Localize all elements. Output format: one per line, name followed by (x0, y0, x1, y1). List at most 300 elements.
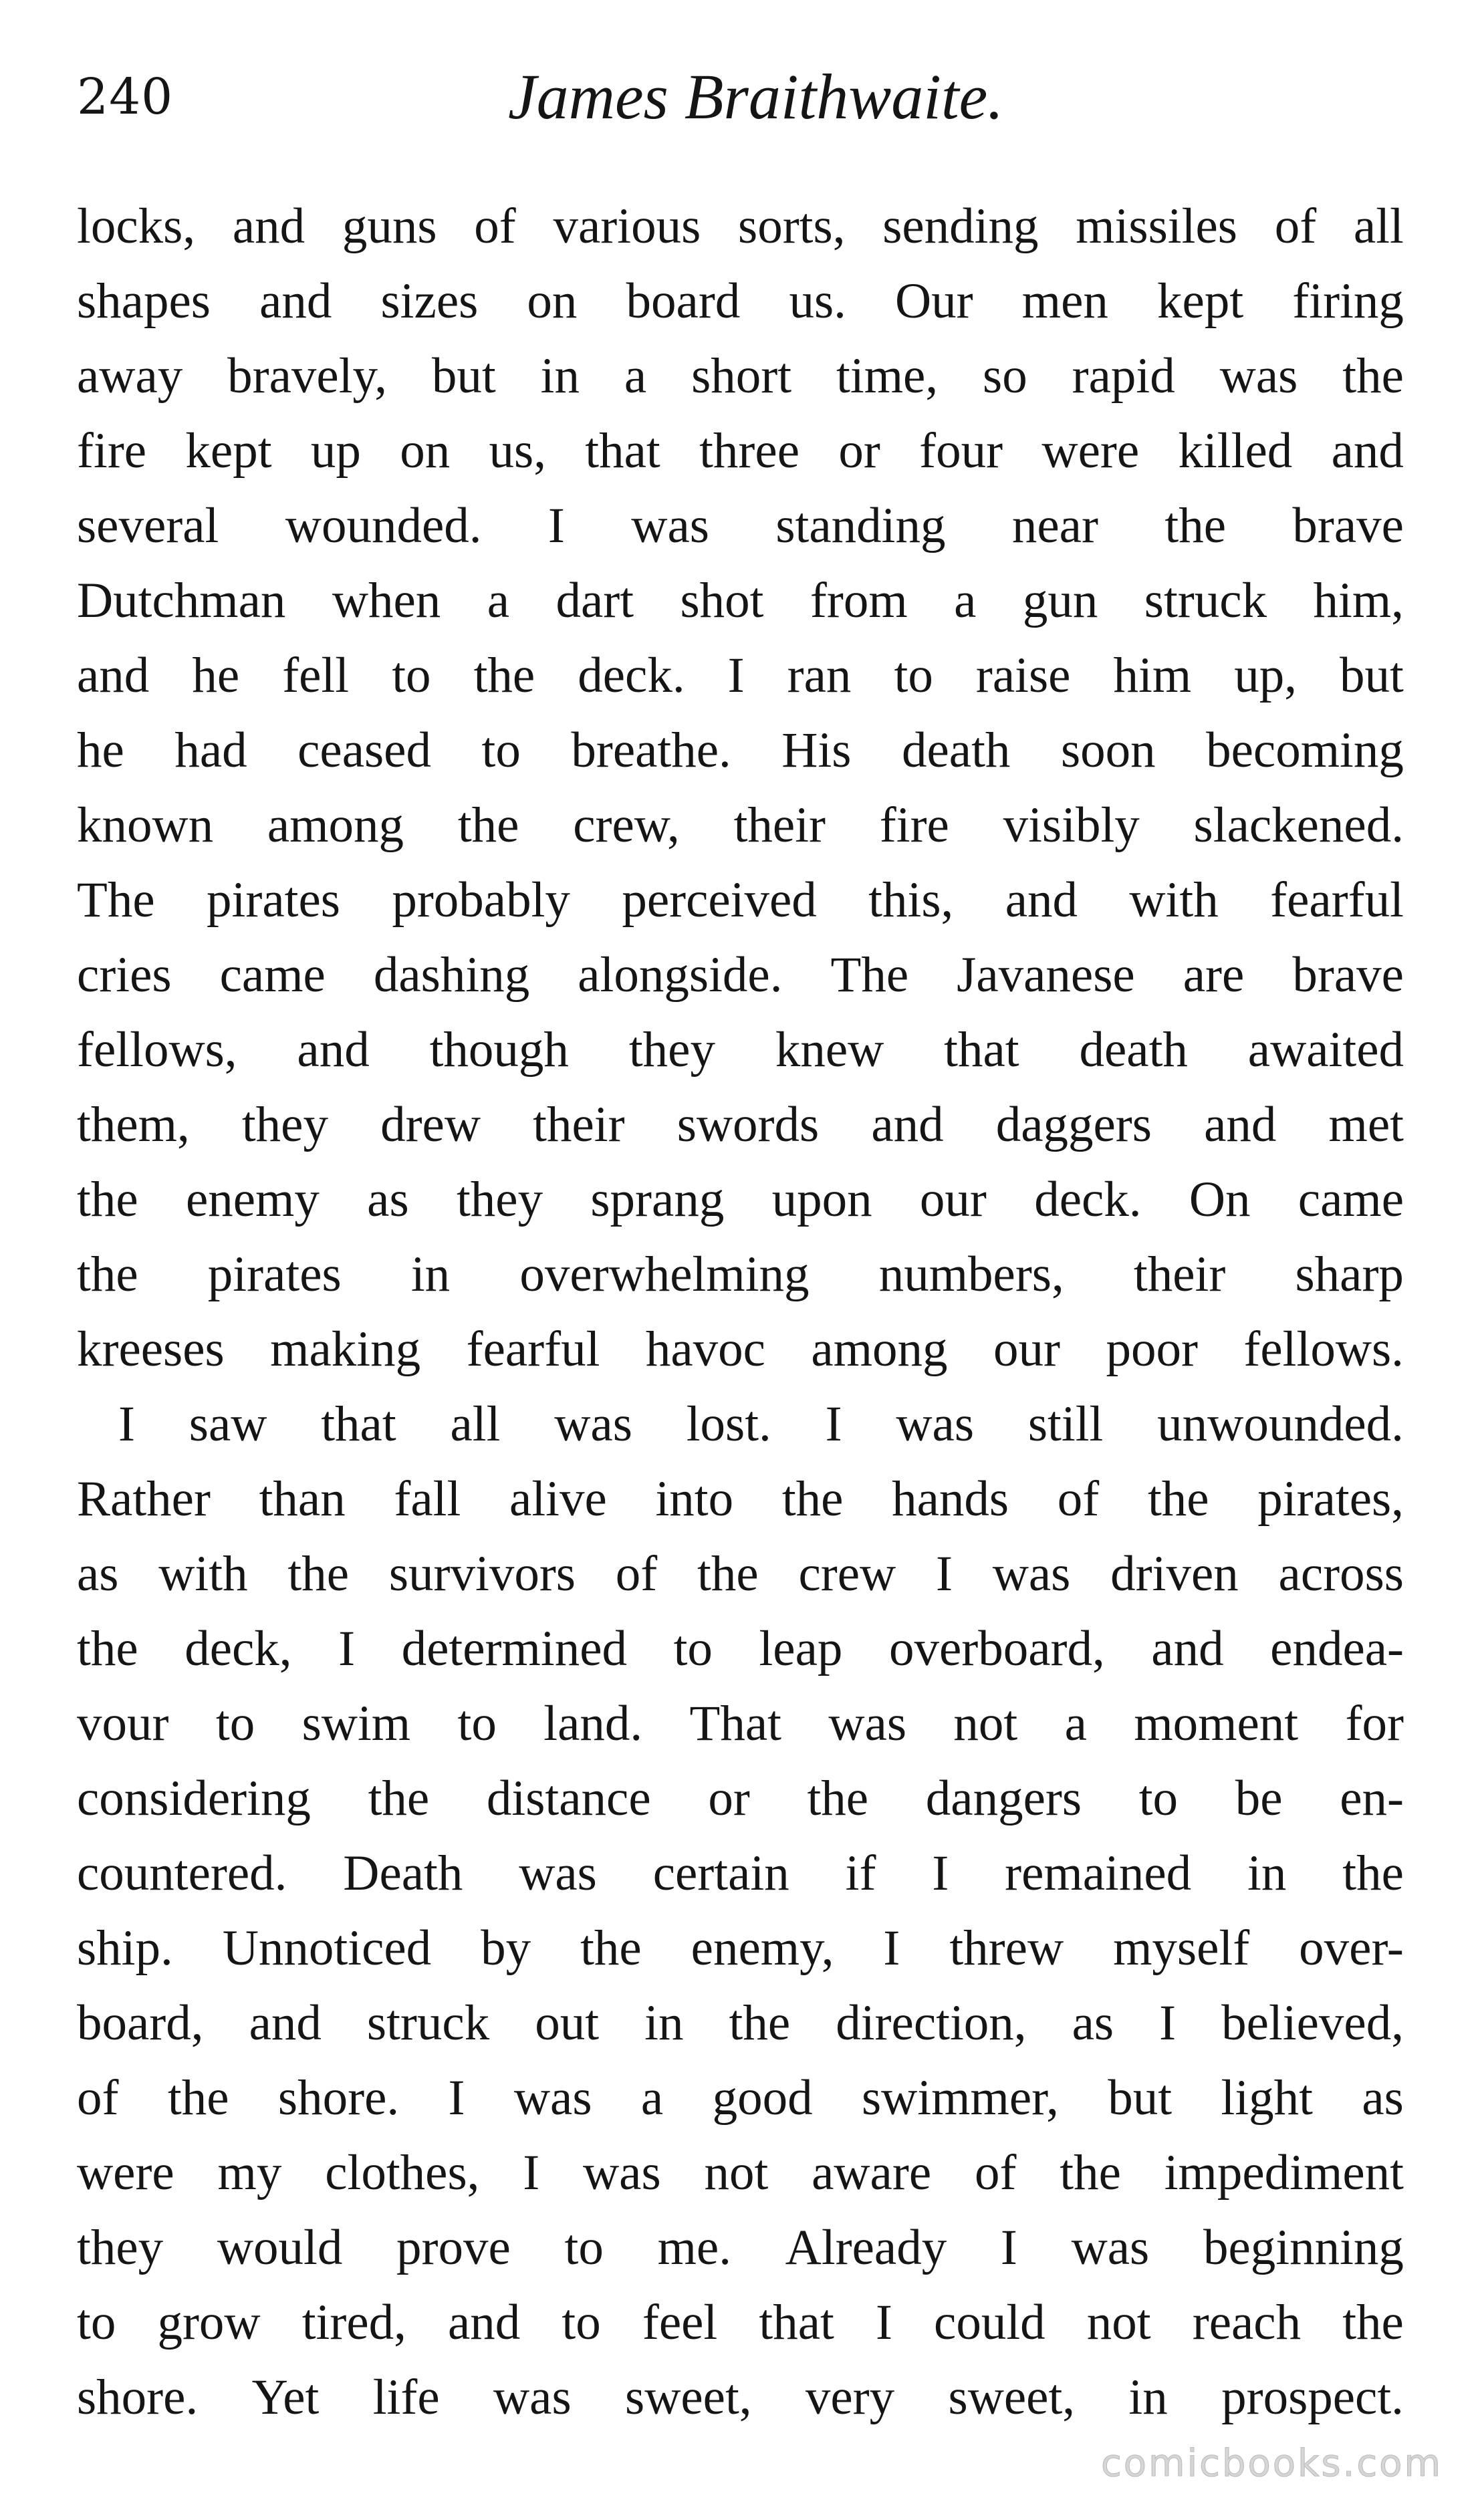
word: a (487, 573, 510, 628)
word: sweet, (625, 2370, 752, 2425)
word: bravely, (227, 348, 387, 404)
word: not (1086, 2295, 1151, 2350)
word: not (704, 2145, 769, 2200)
word: dashing (373, 947, 530, 1003)
text-line (77, 1761, 1404, 1836)
word: poor (1106, 1321, 1198, 1377)
word: overwhelming (519, 1247, 810, 1302)
word: if (845, 1846, 876, 1901)
word: firing (1292, 273, 1404, 329)
word: shapes (77, 273, 211, 329)
word: struck (366, 1995, 490, 2051)
word: to (562, 2295, 601, 2350)
word: as (1362, 2070, 1404, 2126)
word: pirates, (1257, 1471, 1404, 1527)
word: are (1183, 947, 1245, 1003)
word: Yet (251, 2370, 320, 2425)
text-line (77, 1013, 1404, 1088)
word: several (77, 498, 219, 553)
text-line (77, 638, 1404, 713)
word: with (158, 1546, 248, 1602)
text-line (77, 1387, 1404, 1462)
word: men (1021, 273, 1108, 329)
word: certain (652, 1846, 789, 1901)
word: could (934, 2295, 1046, 2350)
word: prospect. (1221, 2370, 1404, 2425)
word: Our (895, 273, 973, 329)
word: by (481, 1920, 531, 1976)
word: that (944, 1022, 1019, 1078)
word: fire (879, 797, 949, 853)
word: and (259, 273, 332, 329)
word: grow (157, 2295, 261, 2350)
word: but (1340, 648, 1404, 703)
word: fellows, (77, 1022, 237, 1078)
word: fall (394, 1471, 461, 1527)
word: to (457, 1696, 497, 1751)
word: was (513, 2070, 592, 2126)
word: in (540, 348, 580, 404)
word: I (547, 498, 565, 553)
word: though (429, 1022, 569, 1078)
word: and (1151, 1621, 1224, 1676)
word: the (697, 1546, 759, 1602)
word: the (729, 1995, 791, 2051)
word: That (689, 1696, 781, 1751)
word: the (807, 1771, 869, 1826)
word: and (297, 1022, 370, 1078)
text-line (77, 1237, 1404, 1312)
word: he (192, 648, 240, 703)
page-number: 240 (77, 68, 174, 126)
word: of (1274, 199, 1317, 254)
text-line (77, 863, 1404, 938)
word: The (77, 872, 155, 928)
word: near (1011, 498, 1098, 553)
word: I (338, 1621, 356, 1676)
word: killed (1178, 423, 1293, 479)
word: up (310, 423, 361, 479)
word: moment (1134, 1696, 1299, 1751)
word: him, (1313, 573, 1404, 628)
word: from (810, 573, 908, 628)
word: unwounded. (1157, 1396, 1404, 1452)
word: missiles (1076, 199, 1237, 254)
word: but (1108, 2070, 1173, 2126)
word: board (626, 273, 741, 329)
word: met (1328, 1097, 1404, 1152)
word: across (1278, 1546, 1404, 1602)
word: were (77, 2145, 174, 2200)
word: various (553, 199, 701, 254)
word: upon (771, 1172, 872, 1227)
word: shot (680, 573, 764, 628)
word: Already (785, 2220, 947, 2275)
word: fearful (1270, 872, 1404, 928)
word: fearful (466, 1321, 600, 1377)
word: Dutchman (77, 573, 286, 628)
word: a (624, 348, 647, 404)
word: kept (185, 423, 272, 479)
word: that (321, 1396, 396, 1452)
word: good (712, 2070, 813, 2126)
word: I (932, 1846, 949, 1901)
word: I (118, 1396, 135, 1452)
word: pirates (207, 1247, 342, 1302)
word: visibly (1003, 797, 1140, 853)
word: feel (642, 2295, 718, 2350)
word: they (77, 2220, 164, 2275)
word: my (217, 2145, 282, 2200)
word: believed, (1221, 1995, 1404, 2051)
word: ceased (297, 723, 431, 778)
word: crew (798, 1546, 896, 1602)
word: our (919, 1172, 987, 1227)
word: to (215, 1696, 255, 1751)
word: sprang (590, 1172, 725, 1227)
word: soon (1060, 723, 1156, 778)
word: struck (1144, 573, 1267, 628)
word: their (733, 797, 826, 853)
word: On (1189, 1172, 1251, 1227)
word: overboard, (888, 1621, 1105, 1676)
text-line (77, 1911, 1404, 1986)
word: the (781, 1471, 844, 1527)
word: all (450, 1396, 501, 1452)
word: ran (787, 648, 852, 703)
word: Javanese (957, 947, 1135, 1003)
word: so (983, 348, 1027, 404)
word: came (219, 947, 326, 1003)
word: was (493, 2370, 572, 2425)
word: cries (77, 947, 172, 1003)
word: awaited (1247, 1022, 1404, 1078)
word: determined (401, 1621, 627, 1676)
word: the (368, 1771, 430, 1826)
word: up, (1234, 648, 1297, 703)
word: to (894, 648, 933, 703)
text-line (77, 1686, 1404, 1761)
word: I (1159, 1995, 1177, 2051)
word: and (1204, 1097, 1277, 1152)
word: still (1027, 1396, 1104, 1452)
word: not (953, 1696, 1018, 1751)
word: brave (1292, 947, 1404, 1003)
word: deck, (184, 1621, 292, 1676)
word: that (759, 2295, 834, 2350)
word: among (267, 797, 404, 853)
word: I (935, 1546, 953, 1602)
word: or (708, 1771, 750, 1826)
text-line (77, 2360, 1404, 2435)
text-line (77, 414, 1404, 489)
word: their (1133, 1247, 1226, 1302)
text-line (77, 1162, 1404, 1237)
word: the (580, 1920, 642, 1976)
text-line (77, 1986, 1404, 2061)
word: they (241, 1097, 328, 1152)
word: in (1128, 2370, 1168, 2425)
word: crew, (573, 797, 680, 853)
word: enemy (185, 1172, 320, 1227)
word: or (838, 423, 880, 479)
word: Death (343, 1846, 463, 1901)
word: swim (301, 1696, 411, 1751)
word: direction, (836, 1995, 1027, 2051)
word: would (217, 2220, 343, 2275)
text-line (77, 713, 1404, 788)
word: kreeses (77, 1321, 225, 1377)
word: the (167, 2070, 229, 2126)
word: sorts, (738, 199, 846, 254)
word: us, (489, 423, 546, 479)
word: life (372, 2370, 440, 2425)
word: as (1072, 1995, 1114, 2051)
word: land. (543, 1696, 643, 1751)
word: sending (882, 199, 1039, 254)
word: to (673, 1621, 713, 1676)
word: I (875, 2295, 892, 2350)
word: dart (556, 573, 634, 628)
word: shore. (277, 2070, 400, 2126)
word: but (431, 348, 496, 404)
word: alongside. (578, 947, 783, 1003)
word: in (644, 1995, 684, 2051)
text-line (77, 2061, 1404, 2136)
word: death (1079, 1022, 1188, 1078)
word: him (1113, 648, 1192, 703)
word: en- (1340, 1771, 1404, 1826)
word: over- (1299, 1920, 1404, 1976)
word: all (1353, 199, 1404, 254)
word: had (174, 723, 247, 778)
word: alive (509, 1471, 607, 1527)
word: I (448, 2070, 465, 2126)
word: that (585, 423, 660, 479)
word: of (615, 1546, 658, 1602)
word: vour (77, 1696, 169, 1751)
word: the (1342, 348, 1404, 404)
word: death (902, 723, 1011, 778)
word: for (1345, 1696, 1404, 1751)
word: swords (676, 1097, 820, 1152)
word: and (1005, 872, 1078, 928)
word: rapid (1072, 348, 1175, 404)
word: Unnoticed (222, 1920, 432, 1976)
text-line (77, 489, 1404, 563)
word: becoming (1206, 723, 1404, 778)
text-line (77, 2211, 1404, 2285)
word: sizes (380, 273, 479, 329)
word: guns (342, 199, 437, 254)
word: slackened. (1193, 797, 1404, 853)
word: sweet, (948, 2370, 1076, 2425)
word: I (1000, 2220, 1017, 2275)
word: shore. (77, 2370, 199, 2425)
word: aware (812, 2145, 932, 2200)
word: he (77, 723, 124, 778)
word: distance (486, 1771, 651, 1826)
word: with (1129, 872, 1219, 928)
word: I (825, 1396, 842, 1452)
word: fire (77, 423, 147, 479)
word: the (77, 1621, 138, 1676)
word: making (270, 1321, 421, 1377)
word: sharp (1295, 1247, 1404, 1302)
word: three (699, 423, 800, 479)
word: us. (789, 273, 846, 329)
text-line (77, 1088, 1404, 1162)
word: drew (380, 1097, 481, 1152)
word: of (77, 2070, 119, 2126)
body-text (77, 189, 1404, 2435)
word: driven (1110, 1546, 1239, 1602)
word: the (77, 1172, 138, 1227)
word: His (781, 723, 852, 778)
word: swimmer, (861, 2070, 1059, 2126)
word: a (1064, 1696, 1087, 1751)
word: hands (892, 1471, 1009, 1527)
word: was (896, 1396, 975, 1452)
word: known (77, 797, 214, 853)
word: in (410, 1247, 451, 1302)
word: kept (1157, 273, 1244, 329)
word: to (564, 2220, 604, 2275)
word: clothes, (325, 2145, 480, 2200)
word: our (993, 1321, 1060, 1377)
word: brave (1292, 498, 1404, 553)
word: lost. (686, 1396, 771, 1452)
word: as (77, 1546, 119, 1602)
text-line (77, 788, 1404, 863)
word: their (533, 1097, 625, 1152)
word: to (1138, 1771, 1179, 1826)
word: beginning (1203, 2220, 1404, 2275)
word: breathe. (571, 723, 731, 778)
word: impediment (1164, 2145, 1404, 2200)
word: I (727, 648, 745, 703)
text-line (77, 2136, 1404, 2211)
word: and (448, 2295, 521, 2350)
word: on (527, 273, 578, 329)
word: was (554, 1396, 632, 1452)
page-header (77, 61, 1400, 137)
word: a (954, 573, 977, 628)
word: I (523, 2145, 540, 2200)
word: were (1041, 423, 1140, 479)
word: countered. (77, 1846, 287, 1901)
word: very (805, 2370, 895, 2425)
running-title: James Braithwaite. (508, 61, 1004, 132)
word: I (883, 1920, 900, 1976)
word: numbers, (878, 1247, 1064, 1302)
text-line (77, 1836, 1404, 1911)
text-line (77, 1537, 1404, 1612)
word: and (77, 648, 150, 703)
word: reach (1192, 2295, 1302, 2350)
word: threw (949, 1920, 1064, 1976)
text-line (77, 264, 1404, 339)
word: Rather (77, 1471, 211, 1527)
word: the (77, 1247, 138, 1302)
word: daggers (995, 1097, 1152, 1152)
word: enemy, (691, 1920, 834, 1976)
word: to (481, 723, 521, 778)
word: The (830, 947, 909, 1003)
paragraph (77, 189, 1404, 1387)
word: was (583, 2145, 661, 2200)
word: a (640, 2070, 664, 2126)
word: survivors (388, 1546, 576, 1602)
word: wounded. (285, 498, 482, 553)
text-line (77, 2285, 1404, 2360)
word: this, (868, 872, 954, 928)
word: was (519, 1846, 597, 1901)
word: into (655, 1471, 734, 1527)
word: to (77, 2295, 116, 2350)
word: considering (77, 1771, 311, 1826)
word: leap (759, 1621, 843, 1676)
word: the (1342, 1846, 1404, 1901)
word: of (1057, 1471, 1100, 1527)
word: havoc (645, 1321, 765, 1377)
word: on (400, 423, 451, 479)
text-line (77, 1312, 1404, 1387)
word: out (535, 1995, 600, 2051)
word: them, (77, 1097, 190, 1152)
word: raise (975, 648, 1071, 703)
word: the (473, 648, 535, 703)
word: board, (77, 1995, 204, 2051)
text-line (77, 563, 1404, 638)
word: in (1247, 1846, 1287, 1901)
word: the (1060, 2145, 1121, 2200)
word: and (871, 1097, 944, 1152)
word: the (287, 1546, 350, 1602)
word: knew (775, 1022, 884, 1078)
word: perceived (622, 872, 817, 928)
word: ship. (77, 1920, 173, 1976)
word: they (456, 1172, 543, 1227)
word: prove (396, 2220, 511, 2275)
word: deck. (1034, 1172, 1142, 1227)
word: and (1331, 423, 1404, 479)
word: was (631, 498, 709, 553)
word: pirates (207, 872, 340, 928)
text-line (77, 1612, 1404, 1686)
word: of (474, 199, 516, 254)
word: was (1219, 348, 1298, 404)
word: deck. (578, 648, 685, 703)
word: and (232, 199, 305, 254)
word: be (1235, 1771, 1283, 1826)
word: as (367, 1172, 409, 1227)
word: was (828, 1696, 907, 1751)
text-line (77, 1462, 1404, 1537)
word: myself (1113, 1920, 1250, 1976)
word: probably (392, 872, 570, 928)
word: saw (189, 1396, 267, 1452)
word: four (919, 423, 1003, 479)
word: the (1147, 1471, 1209, 1527)
word: to (392, 648, 431, 703)
word: the (457, 797, 519, 853)
word: away (77, 348, 183, 404)
text-line (77, 189, 1404, 264)
word: short (691, 348, 792, 404)
word: fell (282, 648, 350, 703)
word: than (259, 1471, 346, 1527)
